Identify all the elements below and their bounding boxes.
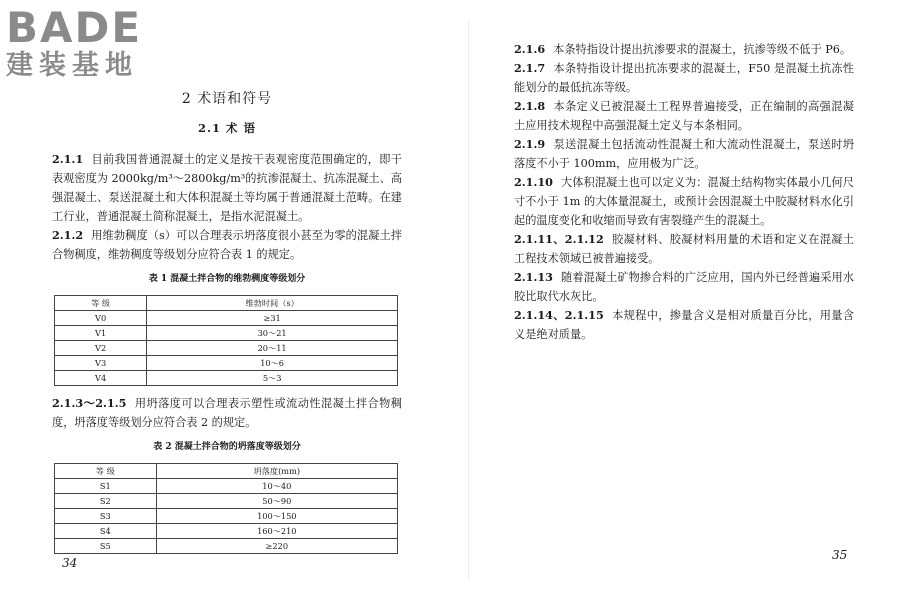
clause-number: 2.1.6 [514,42,546,56]
clause-number: 2.1.1 [52,152,84,166]
clause-2-1-13 [514,268,854,306]
table-row [55,311,398,326]
table-cell: V1 [55,326,147,341]
table-cell: 30～21 [147,326,398,341]
table-cell: ≥220 [156,539,397,554]
clause-number: 2.1.13 [514,270,553,284]
table-row [55,371,398,386]
table-cell: 10～6 [147,356,398,371]
clause-text: 目前我国普通混凝土的定义是按干表观密度范围确定的，即干表观密度为 2000kg/m³～2800kg/m³的抗渗混凝土、抗冻混凝土、高强混凝土、泵送混凝土和大体积混凝土等均属于普通混凝土范畴。在建工行业，普通混凝土简称混凝土，是指水泥混凝土。 [52,153,402,223]
page-divider [468,20,469,580]
table-row [55,326,398,341]
clause-text: 本规程中，掺量含义是相对质量百分比，用量含义是绝对质量。 [514,309,854,341]
clause-text: 用坍落度可以合理表示塑性或流动性混凝土拌合物稠度，坍落度等级划分应符合表 2 的规定。 [52,397,402,429]
table-header-row [55,464,398,479]
clause-2-1-1 [52,150,402,226]
table-row [55,509,398,524]
table-row [55,539,398,554]
table-cell: V0 [55,311,147,326]
clause-2-1-11 [514,230,854,268]
table-cell: 160～210 [156,524,397,539]
table2-caption: 表 2 混凝土拌合物的坍落度等级划分 [153,442,301,452]
clause-text: 随着混凝土矿物掺合料的广泛应用，国内外已经普遍采用水胶比取代水灰比。 [514,271,854,303]
clause-text: 本条特指设计提出抗冻要求的混凝土，F50 是混凝土抗冻性能划分的最低抗冻等级。 [514,62,854,94]
logo-chinese: 建装基地 [6,50,138,81]
table-cell: S3 [55,509,157,524]
clause-2-1-8 [514,97,854,135]
clause-2-1-14 [514,306,854,344]
table-cell: 50～90 [156,494,397,509]
clause-2-1-7 [514,59,854,97]
table-row [55,524,398,539]
clause-number: 2.1.14、2.1.15 [514,308,604,322]
clause-text: 大体积混凝土也可以定义为：混凝土结构物实体最小几何尺寸不小于 1m 的大体量混凝土，或预计会因混凝土中胶凝材料水化引起的温度变化和收缩而导致有害裂缝产生的混凝土。 [514,176,854,227]
clause-number: 2.1.10 [514,175,553,189]
table1-caption: 表 1 混凝土拌合物的维勃稠度等级划分 [148,274,306,284]
table-cell: 20～11 [147,341,398,356]
table-cell: 10～40 [156,479,397,494]
clause-2-1-2 [52,226,402,264]
table-row [55,494,398,509]
table-cell: V3 [55,356,147,371]
clause-2-1-9 [514,135,854,173]
table-header-cell: 等 级 [55,464,157,479]
table-cell: S4 [55,524,157,539]
table-cell: V2 [55,341,147,356]
table-header-row [55,296,398,311]
clause-2-1-3 [52,394,402,432]
clause-2-1-6 [514,40,854,59]
table-header-cell: 维勃时间（s） [147,296,398,311]
table-cell: S5 [55,539,157,554]
section-title: 2.1 术 语 [197,121,256,135]
table-row [55,479,398,494]
table-row [55,356,398,371]
table-header-cell: 坍落度(mm) [156,464,397,479]
table-cell: S2 [55,494,157,509]
clause-text: 胶凝材料、胶凝材料用量的术语和定义在混凝土工程技术领域已被普遍接受。 [514,233,854,265]
table-cell: 100～150 [156,509,397,524]
clause-number: 2.1.9 [514,137,546,151]
table-cell: S1 [55,479,157,494]
clause-number: 2.1.7 [514,61,546,75]
table-row [55,341,398,356]
clause-number: 2.1.3～2.1.5 [52,396,127,410]
table-cell: 5～3 [147,371,398,386]
page-number-left: 34 [62,556,78,570]
clause-text: 用维勃稠度（s）可以合理表示坍落度很小甚至为零的混凝土拌合物稠度，维勃稠度等级划分应符合表 1 的规定。 [52,229,402,261]
clause-2-1-10 [514,173,854,230]
table-cell: ≥31 [147,311,398,326]
clause-number: 2.1.2 [52,228,84,242]
right-page [514,40,854,344]
table-header-cell: 等 级 [55,296,147,311]
vebe-consistency-table [54,295,398,386]
clause-text: 泵送混凝土包括流动性混凝土和大流动性混凝土，泵送时坍落度不小于 100mm，应用极为广泛。 [514,138,854,170]
clause-text: 本条特指设计提出抗渗要求的混凝土，抗渗等级不低于 P6。 [553,43,852,56]
clause-number: 2.1.11、2.1.12 [514,232,604,246]
bade-logo [6,3,176,86]
logo-brand: BADE [6,3,143,52]
table-cell: V4 [55,371,147,386]
clause-text: 本条定义已被混凝土工程界普遍接受，正在编制的高强混凝土应用技术规程中高强混凝土定义与本条相同。 [514,100,854,132]
chapter-title: 2 术语和符号 [181,91,273,107]
slump-grade-table [54,463,398,554]
clause-number: 2.1.8 [514,99,546,113]
left-page [52,90,402,562]
page-number-right: 35 [832,548,848,562]
